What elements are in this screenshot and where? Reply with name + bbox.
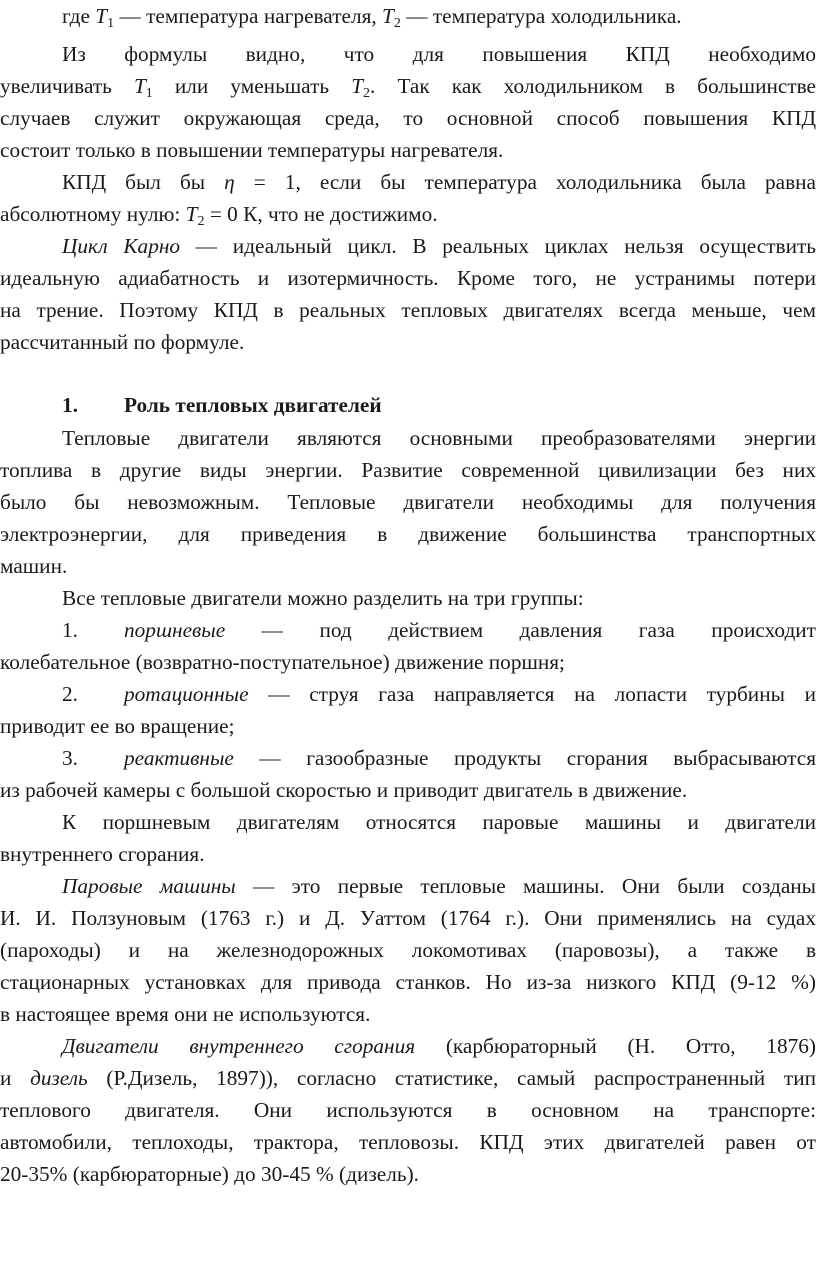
paragraph-line: и дизель (Р.Дизель, 1897)), согласно статистике, самый распространенный тип <box>0 1066 816 1090</box>
paragraph-line: стационарных установках для привода станков. Но из-за низкого КПД (9-12 %) <box>0 970 816 994</box>
list-item-continuation: колебательное (возвратно-поступательное) движение поршня; <box>0 650 565 674</box>
paragraph-line: Паровые машины — это первые тепловые машины. Они были созданы <box>62 874 816 898</box>
paragraph-line: идеальную адиабатность и изотермичность. Кроме того, не устранимы потери <box>0 266 816 290</box>
paragraph-line: 20-35% (карбюраторные) до 30-45 % (дизель). <box>0 1162 419 1186</box>
paragraph-line: Тепловые двигатели являются основными преобразователями энергии <box>62 426 816 450</box>
paragraph-line: было бы невозможным. Тепловые двигатели необходимы для получения <box>0 490 816 514</box>
list-item-continuation: приводит ее во вращение; <box>0 714 235 738</box>
paragraph-line: Все тепловые двигатели можно разделить на три группы: <box>62 586 584 610</box>
paragraph-line: Цикл Карно — идеальный цикл. В реальных циклах нельзя осуществить <box>62 234 816 258</box>
paragraph-line: автомобили, теплоходы, трактора, тепловозы. КПД этих двигателей равен от <box>0 1130 816 1154</box>
paragraph-line: топлива в другие виды энергии. Развитие современной цивилизации без них <box>0 458 816 482</box>
paragraph-line: где $T_1$ — температура нагревателя, $T_2$ — температура холодильника. <box>62 4 682 31</box>
section-heading: 1. Роль тепловых двигателей <box>62 393 382 417</box>
paragraph-line: КПД был бы η = 1, если бы температура холодильника была равна <box>62 170 816 194</box>
paragraph-line: (пароходы) и на железнодорожных локомотивах (паровозы), а также в <box>0 938 816 962</box>
paragraph-line: абсолютному нулю: $T_2 = 0$ К, что не достижимо. <box>0 202 438 229</box>
list-item: 3. реактивные — газообразные продукты сгорания выбрасываются <box>62 746 816 770</box>
paragraph-line: рассчитанный по формуле. <box>0 330 245 354</box>
paragraph-line: случаев служит окружающая среда, то основной способ повышения КПД <box>0 106 816 130</box>
paragraph-line: Двигатели внутреннего сгорания (карбюраторный (Н. Отто, 1876) <box>62 1034 816 1058</box>
paragraph-line: состоит только в повышении температуры нагревателя. <box>0 138 504 162</box>
paragraph-line: в настоящее время они не используются. <box>0 1002 371 1026</box>
list-item-continuation: из рабочей камеры с большой скоростью и приводит двигатель в движение. <box>0 778 688 802</box>
paragraph-line: внутреннего сгорания. <box>0 842 205 866</box>
paragraph-line: на трение. Поэтому КПД в реальных тепловых двигателях всегда меньше, чем <box>0 298 816 322</box>
paragraph-line: К поршневым двигателям относятся паровые машины и двигатели <box>62 810 816 834</box>
paragraph-line: электроэнергии, для приведения в движение большинства транспортных <box>0 522 816 546</box>
list-item: 1. поршневые — под действием давления газа происходит <box>62 618 816 642</box>
paragraph-line: Из формулы видно, что для повышения КПД необходимо <box>62 42 816 66</box>
paragraph-line: увеличивать $T_1$ или уменьшать $T_2$. Так как холодильником в большинстве <box>0 74 816 101</box>
list-item: 2. ротационные — струя газа направляется на лопасти турбины и <box>62 682 816 706</box>
paragraph-line: И. И. Ползуновым (1763 г.) и Д. Уаттом (1764 г.). Они применялись на судах <box>0 906 816 930</box>
paragraph-line: машин. <box>0 554 68 578</box>
paragraph-line: теплового двигателя. Они используются в основном на транспорте: <box>0 1098 816 1122</box>
